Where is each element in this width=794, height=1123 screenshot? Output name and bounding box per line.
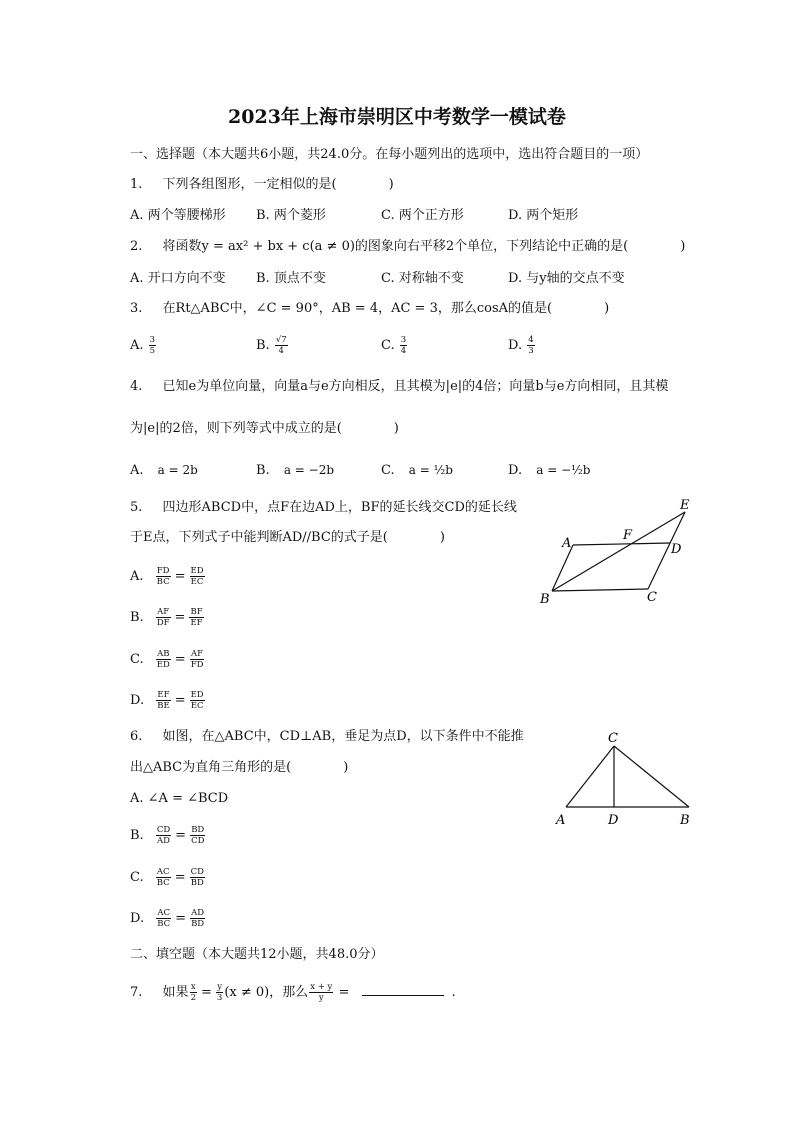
question-6-line-1 (130, 728, 524, 746)
fraction: $\frac{3}{5}$ (149, 335, 156, 356)
fraction: $\frac{√7}{4}$ (275, 335, 287, 356)
option-label: D. (130, 911, 145, 926)
question-text: 下列各组图形，一定相似的是( ) (162, 177, 394, 192)
q2-option-d[interactable]: D. 与y轴的交点不变 (508, 271, 625, 286)
question-5-line-1 (130, 499, 517, 517)
point-label-D: D (608, 813, 619, 828)
question-6-line-2: 出△ABC为直角三角形的是( ) (130, 760, 349, 775)
question-number: 3. (130, 301, 143, 316)
question-text: 将函数y = ax² + bx + c(a ≠ 0)的图象向右平移2个单位，下列结论中正确的是( ) (162, 239, 686, 254)
question-number: 1. (130, 177, 143, 192)
q4-option-c[interactable] (381, 461, 453, 480)
option-text: a = ½b (408, 463, 453, 477)
q5-option-c[interactable]: C. $\frac{AB}{ED}$ = $\frac{AF}{FD}$ (130, 649, 204, 670)
q3-option-a[interactable] (130, 335, 157, 356)
option-label: C. (130, 870, 144, 885)
option-label: C. (130, 652, 144, 667)
option-text: a = 2b (157, 463, 198, 477)
q6-figure (550, 728, 700, 830)
fraction: $\frac{FD}{BC}$ (156, 566, 170, 587)
option-label: A. (130, 463, 144, 478)
q1-option-c[interactable]: C. 两个正方形 (381, 208, 464, 223)
fraction: $\frac{EF}{BE}$ (157, 690, 170, 711)
option-label: B. (256, 463, 270, 478)
option-label: D. (508, 338, 523, 353)
fraction: $\frac{AC}{BC}$ (157, 908, 171, 929)
question-4-line-2: 为|e|的2倍，则下列等式中成立的是( ) (130, 421, 399, 436)
q4-option-b[interactable] (256, 461, 334, 480)
q1-option-b[interactable]: B. 两个菱形 (256, 208, 326, 223)
fraction: $\frac{y}{3}$ (216, 982, 223, 1003)
question-7: 7. 如果 $\frac{x}{2}$ = $\frac{y}{3}$ (x ≠ 0)，那么 $\frac{x + y}{y}$ = . (130, 982, 456, 1003)
fraction: $\frac{AF}{FD}$ (190, 649, 204, 670)
fraction: $\frac{4}{3}$ (528, 335, 534, 356)
section-heading-fill-in: 二、填空题（本大题共12小题，共48.0分） (130, 947, 384, 962)
q6-option-b[interactable]: B. $\frac{CD}{AD}$ = $\frac{BD}{CD}$ (130, 825, 205, 846)
segment-BC (614, 746, 689, 807)
q3-option-b[interactable] (256, 335, 289, 356)
point-label-B: B (540, 592, 550, 607)
answer-blank[interactable] (362, 995, 444, 996)
option-label: D. (130, 693, 145, 708)
point-label-C: C (647, 590, 657, 605)
point-label-A: A (556, 813, 566, 828)
question-1 (130, 176, 394, 194)
fraction: $\frac{BF}{EF}$ (190, 607, 203, 628)
question-number: 7. (130, 985, 143, 1000)
question-3 (130, 300, 609, 318)
option-label: A. (130, 338, 144, 353)
equals-sign: = (334, 985, 354, 1000)
q4-option-a[interactable] (130, 461, 198, 480)
question-text: 如图，在△ABC中，CD⊥AB，垂足为点D，以下条件中不能推 (162, 729, 524, 744)
q5-option-b[interactable]: B. $\frac{AF}{DF}$ = $\frac{BF}{EF}$ (130, 607, 203, 628)
question-text: 四边形ABCD中，点F在边AD上，BF的延长线交CD的延长线 (162, 500, 517, 515)
segment-BE (552, 512, 685, 591)
question-number: 4. (130, 379, 143, 394)
q5-option-d[interactable]: D. $\frac{EF}{BE}$ = $\frac{ED}{EC}$ (130, 690, 204, 711)
fraction: $\frac{x}{2}$ (190, 982, 196, 1003)
question-2 (130, 238, 685, 256)
fraction: $\frac{ED}{EC}$ (190, 566, 204, 587)
fraction: $\frac{BD}{CD}$ (191, 825, 205, 846)
question-5-line-2: 于E点，下列式子中能判断AD//BC的式子是( ) (130, 530, 445, 545)
option-label: A. (130, 569, 144, 584)
question-text-mid: (x ≠ 0)，那么 (224, 985, 309, 1000)
option-text: a = −½b (536, 463, 591, 477)
q5-option-a[interactable]: A. $\frac{FD}{BC}$ = $\frac{ED}{EC}$ (130, 566, 204, 587)
option-label: C. (381, 338, 395, 353)
q3-option-d[interactable] (508, 335, 536, 356)
fraction: $\frac{CD}{BD}$ (190, 867, 204, 888)
fraction: $\frac{CD}{AD}$ (156, 825, 171, 846)
fraction: $\frac{AB}{ED}$ (156, 649, 170, 670)
question-number: 6. (130, 729, 143, 744)
point-label-F: F (623, 528, 633, 543)
segment-AC (566, 746, 614, 807)
q6-option-d[interactable]: D. $\frac{AC}{BC}$ = $\frac{AD}{BD}$ (130, 908, 205, 929)
fraction: $\frac{AD}{BD}$ (191, 908, 205, 929)
q2-option-b[interactable]: B. 顶点不变 (256, 271, 326, 286)
question-number: 2. (130, 239, 143, 254)
q6-option-c[interactable]: C. $\frac{AC}{BC}$ = $\frac{CD}{BD}$ (130, 867, 204, 888)
point-label-C: C (608, 731, 618, 746)
option-text: a = −2b (283, 463, 335, 477)
segment-AD (573, 543, 670, 545)
q4-option-d[interactable] (508, 461, 590, 480)
q6-option-a[interactable]: A. ∠A = ∠BCD (130, 791, 229, 806)
option-label: C. (381, 463, 395, 478)
point-label-E: E (680, 498, 690, 513)
q3-option-c[interactable] (381, 335, 408, 356)
point-label-A: A (562, 536, 572, 551)
period: . (451, 985, 456, 1000)
fraction: $\frac{ED}{EC}$ (190, 690, 204, 711)
question-4-line-1 (130, 378, 668, 396)
option-label: D. (508, 463, 523, 478)
q2-option-a[interactable]: A. 开口方向不变 (130, 271, 226, 286)
point-label-B: B (680, 813, 690, 828)
question-text: 在Rt△ABC中，∠C = 90°，AB = 4，AC = 3，那么cosA的值是( ) (162, 301, 610, 316)
option-label: B. (256, 338, 270, 353)
question-text: 已知e为单位向量，向量a与e方向相反，且其模为|e|的4倍；向量b与e方向相同，且其模 (162, 379, 669, 394)
option-label: B. (130, 828, 144, 843)
option-label: B. (130, 610, 144, 625)
q5-figure (530, 495, 710, 610)
q2-option-c[interactable]: C. 对称轴不变 (381, 271, 464, 286)
section-heading-choice: 一、选择题（本大题共6小题，共24.0分。在每小题列出的选项中，选出符合题目的一项） (130, 147, 649, 162)
point-label-D: D (671, 542, 682, 557)
fraction: $\frac{3}{4}$ (400, 335, 407, 356)
fraction: $\frac{x + y}{y}$ (310, 982, 333, 1003)
question-number: 5. (130, 500, 143, 515)
q1-option-d[interactable]: D. 两个矩形 (508, 208, 579, 223)
fraction: $\frac{AC}{BC}$ (156, 867, 170, 888)
question-text-prefix: 如果 (162, 985, 189, 1000)
fraction: $\frac{AF}{DF}$ (156, 607, 170, 628)
q1-option-a[interactable]: A. 两个等腰梯形 (130, 208, 226, 223)
segment-BC (552, 589, 648, 591)
page-title: 2023年上海市崇明区中考数学一模试卷 (228, 106, 566, 128)
